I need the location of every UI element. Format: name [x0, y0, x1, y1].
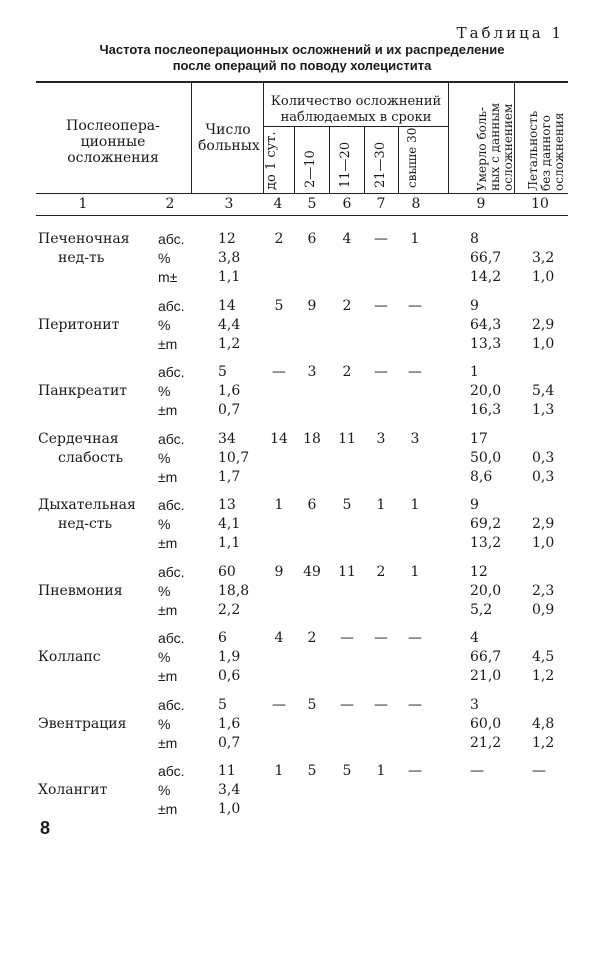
died-value: 14,2 [470, 269, 502, 285]
lethality-value: 4,5 [532, 649, 555, 665]
patient-count-value: 1,1 [218, 535, 241, 551]
header-period-3: 11—20 [338, 141, 353, 188]
period-count-value: — [374, 298, 388, 314]
column-number-10: 10 [531, 196, 549, 212]
header-period-5: свыше 30 [405, 127, 419, 188]
lethality-value: 0,9 [532, 602, 555, 618]
died-value: 20,0 [470, 383, 502, 399]
unit-label: m± [158, 269, 178, 285]
col-divider [329, 127, 330, 193]
period-count-value: 5 [342, 497, 352, 513]
complication-name: Панкреатит [38, 383, 128, 399]
died-value: 21,2 [470, 735, 502, 751]
unit-label: абс. [158, 431, 185, 447]
col-divider [364, 127, 365, 193]
complication-name: Сердечная [38, 431, 119, 447]
died-value: 50,0 [470, 450, 502, 466]
table-title-line-1: Частота послеоперационных осложнений и их распределение [99, 42, 505, 57]
patient-count-value: 6 [218, 630, 227, 646]
group-header-rule [263, 126, 448, 127]
header-complications: Послеопера- ционные осложнения [66, 118, 160, 166]
unit-label: % [158, 649, 171, 665]
lethality-value: 4,8 [532, 716, 555, 732]
lethality-value: 1,2 [532, 735, 555, 751]
period-count-value: 5 [307, 763, 317, 779]
unit-label: % [158, 716, 171, 732]
period-count-value: 4 [342, 231, 352, 247]
patient-count-value: 1,9 [218, 649, 241, 665]
patient-count-value: 2,2 [218, 602, 241, 618]
col-divider [398, 127, 399, 193]
patient-count-value: 0,6 [218, 668, 241, 684]
col-divider [448, 83, 449, 193]
patient-count-value: 1,1 [218, 269, 241, 285]
patient-count-value: 60 [218, 564, 236, 580]
period-count-value: — [408, 298, 422, 314]
period-count-value: — [374, 231, 388, 247]
patient-count-value: 3,4 [218, 782, 241, 798]
unit-label: ±m [158, 602, 178, 618]
unit-label: абс. [158, 564, 185, 580]
patient-count-value: 0,7 [218, 402, 241, 418]
died-value: 17 [470, 431, 488, 447]
period-count-value: 4 [274, 630, 284, 646]
unit-label: % [158, 516, 171, 532]
lethality-value: 0,3 [532, 450, 555, 466]
lethality-value: 1,3 [532, 402, 555, 418]
period-count-value: — [408, 630, 422, 646]
unit-label: % [158, 450, 171, 466]
patient-count-value: 10,7 [218, 450, 250, 466]
period-count-value: 2 [274, 231, 284, 247]
period-count-value: 9 [274, 564, 284, 580]
column-number-6: 6 [342, 196, 352, 212]
patient-count-value: 12 [218, 231, 236, 247]
patient-count-value: 3,8 [218, 250, 241, 266]
period-count-value: 9 [307, 298, 317, 314]
complication-name: Пневмония [38, 583, 123, 599]
unit-label: % [158, 782, 171, 798]
unit-label: % [158, 317, 171, 333]
column-number-7: 7 [376, 196, 386, 212]
patient-count-value: 34 [218, 431, 236, 447]
period-count-value: — [340, 630, 354, 646]
unit-label: ±m [158, 801, 178, 817]
died-value: 20,0 [470, 583, 502, 599]
lethality-value: — [532, 763, 546, 779]
lethality-value: 2,9 [532, 516, 555, 532]
unit-label: абс. [158, 298, 185, 314]
period-count-value: — [374, 697, 388, 713]
column-number-1: 1 [78, 196, 88, 212]
period-count-value: 5 [342, 763, 352, 779]
header-died: Умерло боль- ных с данным осложнением [475, 102, 515, 191]
lethality-value: 1,0 [532, 336, 555, 352]
period-count-value: 1 [376, 497, 386, 513]
period-count-value: 5 [307, 697, 317, 713]
period-count-value: — [374, 630, 388, 646]
period-count-value: — [408, 364, 422, 380]
period-count-value: 11 [338, 431, 356, 447]
patient-count-value: 1,6 [218, 716, 241, 732]
numbers-bottom-rule [36, 215, 568, 216]
unit-label: ±m [158, 336, 178, 352]
died-value: 8 [470, 231, 479, 247]
period-count-value: 6 [307, 231, 317, 247]
unit-label: ±m [158, 535, 178, 551]
period-count-value: 2 [376, 564, 386, 580]
unit-label: абс. [158, 630, 185, 646]
period-count-value: 1 [410, 564, 420, 580]
unit-label: абс. [158, 364, 185, 380]
lethality-value: 0,3 [532, 469, 555, 485]
unit-label: % [158, 383, 171, 399]
period-count-value: 1 [376, 763, 386, 779]
header-bottom-rule [36, 193, 568, 194]
patient-count-value: 1,2 [218, 336, 241, 352]
complication-name: Эвентрация [38, 716, 127, 732]
died-value: 66,7 [470, 649, 502, 665]
complication-name: Печеночная [38, 231, 130, 247]
period-count-value: — [408, 697, 422, 713]
header-lethality: Летальность без данного осложнения [526, 110, 566, 191]
unit-label: ±m [158, 402, 178, 418]
lethality-value: 1,0 [532, 535, 555, 551]
died-value: 9 [470, 497, 479, 513]
lethality-value: 5,4 [532, 383, 555, 399]
period-count-value: 2 [307, 630, 317, 646]
period-count-value: — [272, 697, 286, 713]
period-count-value: 18 [303, 431, 321, 447]
died-value: 13,3 [470, 336, 502, 352]
period-count-value: — [340, 697, 354, 713]
period-count-value: — [408, 763, 422, 779]
period-count-value: 1 [274, 763, 284, 779]
patient-count-value: 1,7 [218, 469, 241, 485]
died-value: 60,0 [470, 716, 502, 732]
patient-count-value: 18,8 [218, 583, 250, 599]
unit-label: абс. [158, 231, 185, 247]
unit-label: % [158, 583, 171, 599]
patient-count-value: 14 [218, 298, 236, 314]
header-patient-count: Число больных [198, 122, 260, 154]
period-count-value: 6 [307, 497, 317, 513]
period-count-value: 11 [338, 564, 356, 580]
page-number: 8 [40, 818, 51, 838]
died-value: 3 [470, 697, 479, 713]
died-value: 4 [470, 630, 479, 646]
patient-count-value: 5 [218, 364, 227, 380]
complication-name: нед-ть [58, 250, 105, 266]
patient-count-value: 13 [218, 497, 236, 513]
column-number-4: 4 [273, 196, 283, 212]
unit-label: ±m [158, 469, 178, 485]
patient-count-value: 1,6 [218, 383, 241, 399]
period-count-value: 1 [274, 497, 284, 513]
period-count-value: 14 [270, 431, 288, 447]
lethality-value: 2,9 [532, 317, 555, 333]
lethality-value: 2,3 [532, 583, 555, 599]
patient-count-value: 1,0 [218, 801, 241, 817]
table-title-line-2: после операций по поводу холецистита [172, 58, 432, 73]
died-value: 69,2 [470, 516, 502, 532]
unit-label: абс. [158, 763, 185, 779]
complication-name: Коллапс [38, 649, 101, 665]
unit-label: % [158, 250, 171, 266]
died-value: 8,6 [470, 469, 493, 485]
period-count-value: 1 [410, 231, 420, 247]
column-number-5: 5 [307, 196, 317, 212]
column-number-9: 9 [476, 196, 486, 212]
column-number-3: 3 [224, 196, 234, 212]
died-value: 66,7 [470, 250, 502, 266]
lethality-value: 1,2 [532, 668, 555, 684]
header-complication-period-group: Количество осложнений наблюдаемых в сроки [270, 94, 442, 125]
died-value: — [470, 763, 484, 779]
complication-name: нед-сть [58, 516, 113, 532]
column-number-2: 2 [165, 196, 175, 212]
patient-count-value: 5 [218, 697, 227, 713]
died-value: 12 [470, 564, 488, 580]
complication-name: Перитонит [38, 317, 120, 333]
period-count-value: 3 [307, 364, 317, 380]
died-value: 13,2 [470, 535, 502, 551]
table-label: Таблица 1 [456, 24, 564, 42]
header-period-1: до 1 сут. [264, 131, 279, 190]
unit-label: ±m [158, 735, 178, 751]
died-value: 9 [470, 298, 479, 314]
col-divider [191, 83, 192, 193]
period-count-value: 49 [303, 564, 321, 580]
period-count-value: 2 [342, 298, 352, 314]
period-count-value: — [374, 364, 388, 380]
period-count-value: 3 [410, 431, 420, 447]
period-count-value: 2 [342, 364, 352, 380]
complication-name: Дыхательная [38, 497, 136, 513]
period-count-value: 3 [376, 431, 386, 447]
period-count-value: 1 [410, 497, 420, 513]
header-period-2: 2—10 [303, 150, 318, 188]
table-top-rule [36, 81, 568, 83]
patient-count-value: 4,1 [218, 516, 241, 532]
complication-name: слабость [58, 450, 124, 466]
patient-count-value: 0,7 [218, 735, 241, 751]
complication-name: Холангит [38, 782, 108, 798]
died-value: 21,0 [470, 668, 502, 684]
patient-count-value: 4,4 [218, 317, 241, 333]
unit-label: абс. [158, 697, 185, 713]
died-value: 5,2 [470, 602, 493, 618]
column-number-8: 8 [411, 196, 421, 212]
lethality-value: 1,0 [532, 269, 555, 285]
period-count-value: 5 [274, 298, 284, 314]
header-period-4: 21—30 [373, 141, 388, 188]
died-value: 16,3 [470, 402, 502, 418]
unit-label: ±m [158, 668, 178, 684]
patient-count-value: 11 [218, 763, 236, 779]
unit-label: абс. [158, 497, 185, 513]
lethality-value: 3,2 [532, 250, 555, 266]
died-value: 64,3 [470, 317, 502, 333]
period-count-value: — [272, 364, 286, 380]
died-value: 1 [470, 364, 479, 380]
col-divider [294, 127, 295, 193]
